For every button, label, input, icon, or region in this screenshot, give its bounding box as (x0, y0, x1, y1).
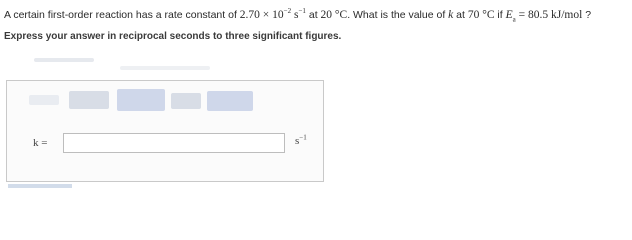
question-part-4: at (453, 9, 468, 21)
toolbar-button[interactable] (207, 91, 253, 111)
unit-exponent: −1 (299, 133, 307, 142)
toolbar-button[interactable] (69, 91, 109, 109)
unit-base: s (295, 135, 300, 147)
rate-base: 10 (272, 9, 284, 21)
temperature-1-value: 20 (320, 9, 333, 21)
rate-unit-exponent: −1 (298, 7, 306, 16)
answer-input[interactable] (63, 133, 285, 153)
ea-variable: E (505, 9, 513, 21)
instruction-text: Express your answer in reciprocal seconds to three significant figures. (4, 31, 342, 42)
submit-button-edge[interactable] (8, 184, 72, 188)
ea-value: = 80.5 kJ/mol (515, 9, 583, 21)
answer-unit (295, 135, 307, 147)
toolbar-button[interactable] (117, 89, 165, 111)
toolbar-button[interactable] (29, 95, 59, 105)
k-variable-text: k (448, 9, 454, 21)
temperature-1 (321, 9, 348, 21)
rate-constant-value (240, 9, 306, 21)
question-part-5: if (494, 9, 506, 21)
times-symbol: × (259, 9, 273, 21)
toolbar-button[interactable] (171, 93, 201, 109)
question-part-2: at (305, 9, 321, 21)
temperature-2-value: 70 (467, 9, 480, 21)
question-part-3: . What is the value of (347, 9, 449, 21)
question-part-6: ? (582, 9, 592, 21)
faded-decoration (120, 66, 210, 70)
k-input-label: k = (33, 137, 48, 149)
rate-mantissa: 2.70 (239, 9, 260, 21)
question-text (4, 8, 630, 22)
math-toolbar (29, 89, 257, 117)
answer-panel (6, 80, 324, 182)
temperature-2 (468, 9, 495, 21)
rate-exponent: −2 (283, 7, 292, 16)
temperature-1-unit: °C (332, 9, 348, 21)
activation-energy (505, 9, 583, 24)
rate-unit: s (294, 9, 299, 21)
question-part-1: A certain first-order reaction has a rate constant of (4, 9, 240, 21)
ea-subscript: a (512, 15, 516, 24)
faded-decoration (34, 58, 94, 62)
temperature-2-unit: °C (479, 9, 495, 21)
